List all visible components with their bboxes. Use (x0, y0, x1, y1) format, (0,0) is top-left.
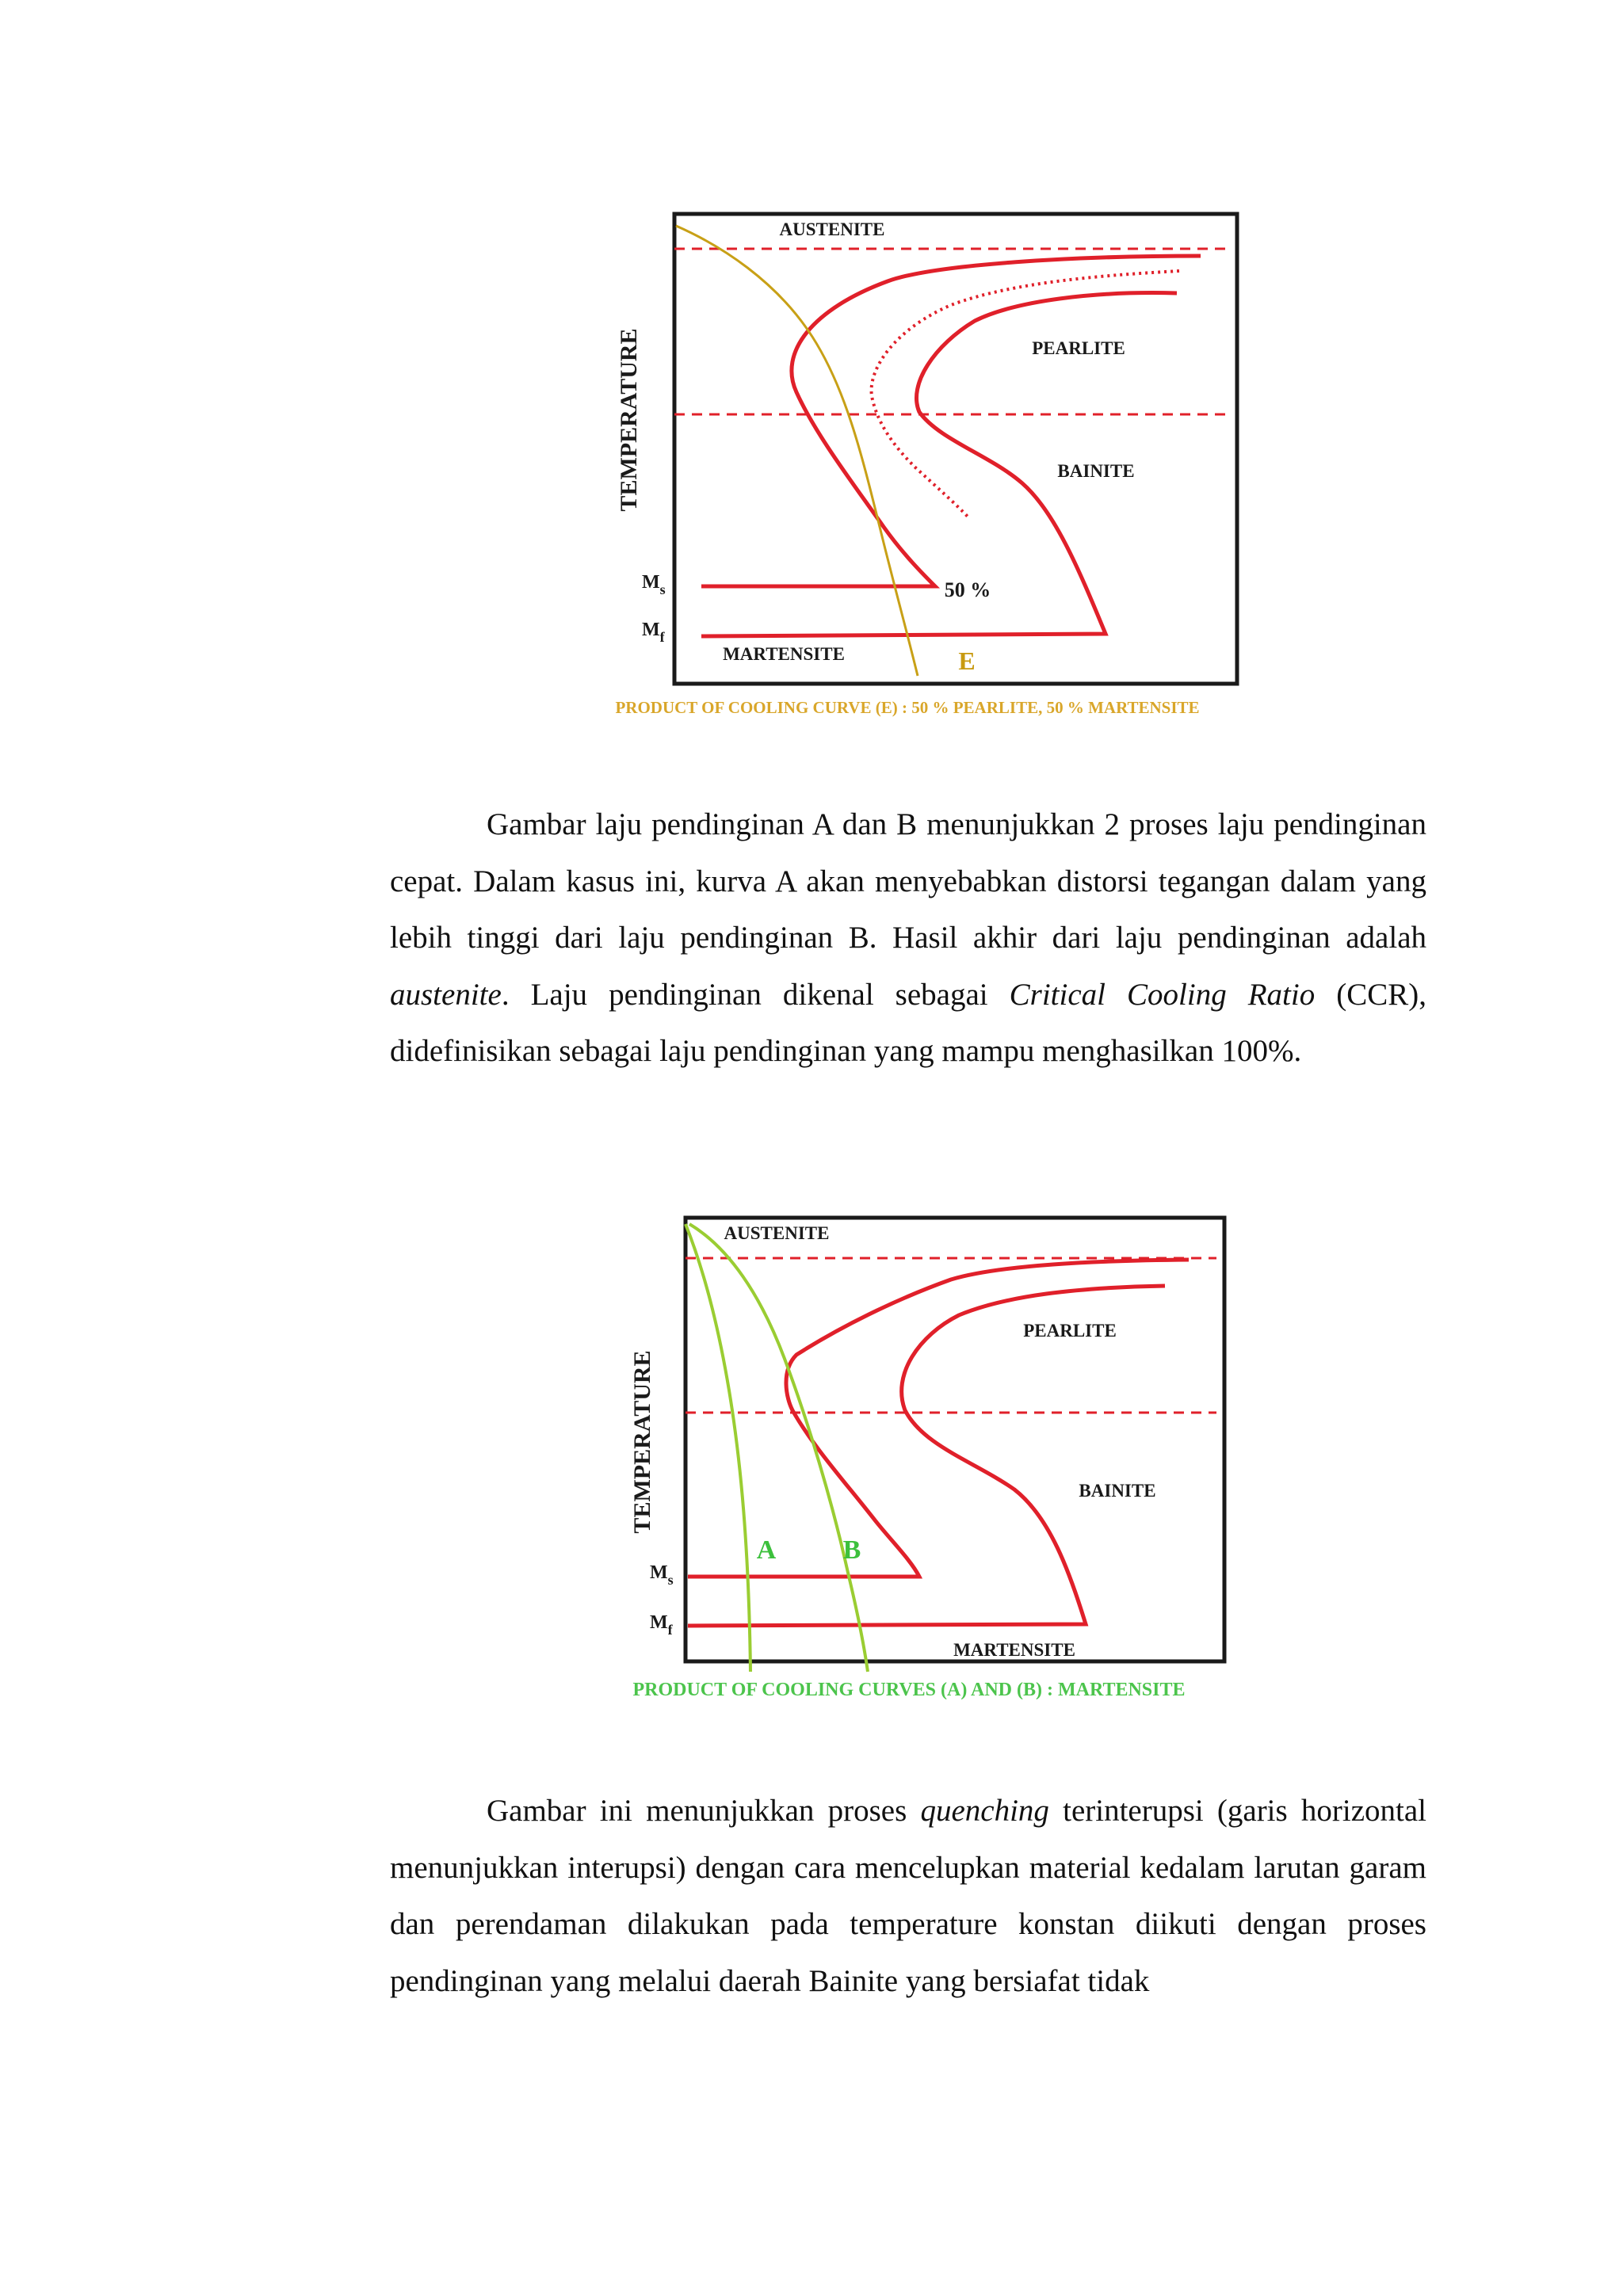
temperature-axis-label: TEMPERATURE (629, 1350, 655, 1534)
martensite-label: MARTENSITE (953, 1640, 1075, 1660)
temperature-axis-label: TEMPERATURE (616, 328, 642, 512)
bainite-label: BAINITE (1079, 1481, 1156, 1501)
cooling-curves-ab-diagram (602, 1200, 1268, 1707)
cooling-curve-e-diagram (602, 202, 1268, 725)
austenite-label: AUSTENITE (724, 1223, 830, 1243)
paragraph-1-text-2: . Laju pendinginan dikenal sebagai (501, 977, 1010, 1012)
ms-label: $M_s$ (642, 572, 666, 597)
paragraph-1-italic-austenite: austenite (390, 977, 502, 1012)
ttt-diagram-2 (602, 1200, 1268, 1707)
bainite-label: BAINITE (1057, 461, 1135, 481)
paragraph-1 (390, 796, 1426, 1080)
paragraph-2-text: Gambar ini menunjukkan proses (487, 1794, 921, 1828)
curve-b-label: B (842, 1535, 861, 1565)
paragraph-2-italic-quenching: quenching (920, 1794, 1049, 1828)
austenite-label: AUSTENITE (779, 219, 885, 239)
paragraph-1-text-3: (CCR), didefinisikan sebagai laju pendinginan yang mampu menghasilkan 100%. (390, 977, 1426, 1068)
pearlite-label: PEARLITE (1032, 338, 1125, 358)
ms-label: $M_s$ (650, 1562, 674, 1588)
figure-caption: PRODUCT OF COOLING CURVE (E) : 50 % PEARLITE, 50 % MARTENSITE (615, 698, 1200, 717)
paragraph-1-text: Gambar laju pendinginan A dan B menunjukkan 2 proses laju pendinginan cepat. Dalam kasus ini, kurva A akan menyebabkan distorsi tegangan dalam yang lebih tinggi dari laju pendinginan B. Hasil akhir dari laju pendinginan adalah (390, 807, 1426, 955)
pearlite-label: PEARLITE (1023, 1321, 1117, 1341)
martensite-label: MARTENSITE (723, 644, 845, 664)
mf-label: $M_f$ (650, 1612, 673, 1638)
paragraph-1-italic-ccr: Critical Cooling Ratio (1009, 977, 1316, 1012)
figure-caption: PRODUCT OF COOLING CURVES (A) AND (B) : MARTENSITE (632, 1680, 1186, 1700)
ttt-diagram-1 (602, 202, 1268, 725)
paragraph-2 (390, 1783, 1426, 2009)
curve-a-label: A (756, 1535, 777, 1565)
diagram-frame (674, 214, 1237, 684)
mf-label: $M_f$ (642, 620, 665, 645)
curve-e-label: E (958, 646, 976, 675)
paragraph-2-text-2: terinterupsi (garis horizontal menunjukkan interupsi) dengan cara mencelupkan material kedalam larutan garam dan perendaman dilakukan pada temperature konstan diikuti dengan proses pendinginan yang melalui daerah Bainite yang bersiafat tidak (390, 1794, 1426, 1998)
fifty-percent-label: 50 % (944, 578, 991, 601)
diagram-frame (685, 1218, 1224, 1661)
